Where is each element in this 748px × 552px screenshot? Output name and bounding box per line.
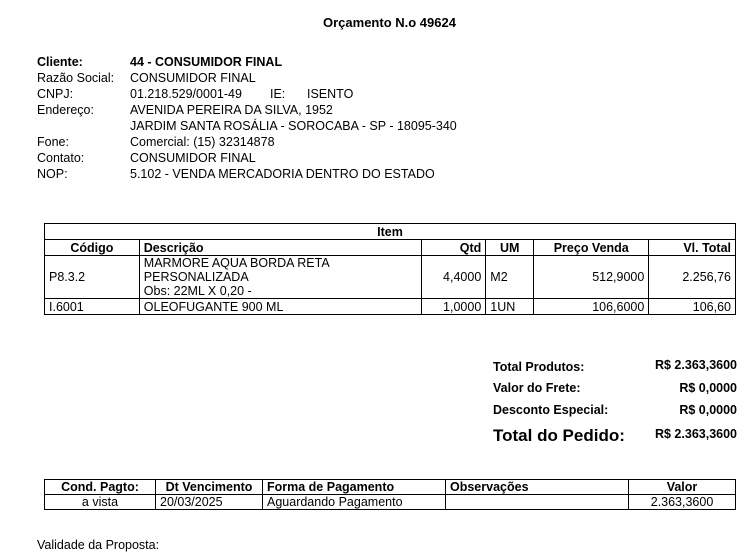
total-pedido-label: Total do Pedido: (493, 426, 625, 445)
table-row (45, 256, 736, 299)
cell-observacoes (446, 495, 629, 510)
col-observacoes: Observações (446, 480, 629, 495)
cell-cond: a vista (45, 495, 156, 510)
contato-label: Contato: (37, 151, 85, 165)
cnpj-label: CNPJ: (37, 87, 74, 101)
total-produtos-value: R$ 2.363,3600 (654, 358, 737, 372)
col-vencimento: Dt Vencimento (156, 480, 263, 495)
col-descricao: Descrição (139, 240, 421, 256)
cell-qtd: 1,0000 (422, 299, 486, 315)
desc-obs: Obs: 22ML X 0,20 - (143, 284, 252, 298)
cell-descricao: OLEOFUGANTE 900 ML (139, 299, 421, 315)
desconto-label: Desconto Especial: (493, 403, 609, 417)
endereco-line2: JARDIM SANTA ROSÁLIA - SOROCABA - SP - 18095-340 (130, 119, 457, 133)
cell-preco: 106,6000 (534, 299, 649, 315)
validade-label: Validade da Proposta: (37, 538, 160, 552)
col-cond: Cond. Pagto: (45, 480, 156, 495)
cliente-value: 44 - CONSUMIDOR FINAL (130, 55, 283, 69)
items-columns (45, 240, 736, 256)
contato-value: CONSUMIDOR FINAL (130, 151, 256, 165)
cell-qtd: 4,4000 (422, 256, 486, 299)
cell-preco: 512,9000 (534, 256, 649, 299)
fone-label: Fone: (37, 135, 69, 149)
ie-label: IE: (270, 87, 286, 101)
endereco-line1: AVENIDA PEREIRA DA SILVA, 1952 (130, 103, 333, 117)
col-codigo: Código (45, 240, 140, 256)
col-preco: Preço Venda (534, 240, 649, 256)
table-row (45, 299, 736, 315)
frete-value: R$ 0,0000 (679, 381, 737, 395)
desconto-value: R$ 0,0000 (679, 403, 737, 417)
page-title: Orçamento N.o 49624 (323, 15, 456, 30)
cell-codigo: P8.3.2 (45, 256, 140, 299)
cliente-label: Cliente: (37, 55, 83, 69)
nop-value: 5.102 - VENDA MERCADORIA DENTRO DO ESTADO (130, 167, 435, 181)
items-header: Item (45, 224, 736, 240)
cell-codigo: I.6001 (45, 299, 140, 315)
cell-total: 2.256,76 (649, 256, 736, 299)
desc-line: MARMORE AQUA BORDA RETA (143, 256, 330, 270)
col-qtd: Qtd (422, 240, 486, 256)
frete-label: Valor do Frete: (493, 381, 581, 395)
ie-value: ISENTO (307, 87, 354, 101)
endereco-label: Endereço: (37, 103, 94, 117)
col-valor: Valor (629, 480, 736, 495)
total-produtos-label: Total Produtos: (493, 360, 585, 374)
total-pedido-value: R$ 2.363,3600 (654, 427, 737, 441)
payment-columns (45, 480, 736, 495)
fone-value: Comercial: (15) 32314878 (130, 135, 275, 149)
cell-um: M2 (486, 256, 534, 299)
col-forma: Forma de Pagamento (263, 480, 446, 495)
payment-table (44, 479, 736, 510)
cell-descricao (139, 256, 421, 299)
cell-um: 1UN (486, 299, 534, 315)
cnpj-value: 01.218.529/0001-49 (130, 87, 242, 101)
razao-value: CONSUMIDOR FINAL (130, 71, 256, 85)
desc-line: PERSONALIZADA (143, 270, 249, 284)
table-row (45, 495, 736, 510)
col-um: UM (486, 240, 534, 256)
nop-label: NOP: (37, 167, 68, 181)
cell-valor: 2.363,3600 (629, 495, 736, 510)
col-total: Vl. Total (649, 240, 736, 256)
razao-label: Razão Social: (37, 71, 115, 85)
cell-vencimento: 20/03/2025 (156, 495, 263, 510)
cell-forma: Aguardando Pagamento (263, 495, 446, 510)
items-table (44, 223, 736, 315)
cell-total: 106,60 (649, 299, 736, 315)
